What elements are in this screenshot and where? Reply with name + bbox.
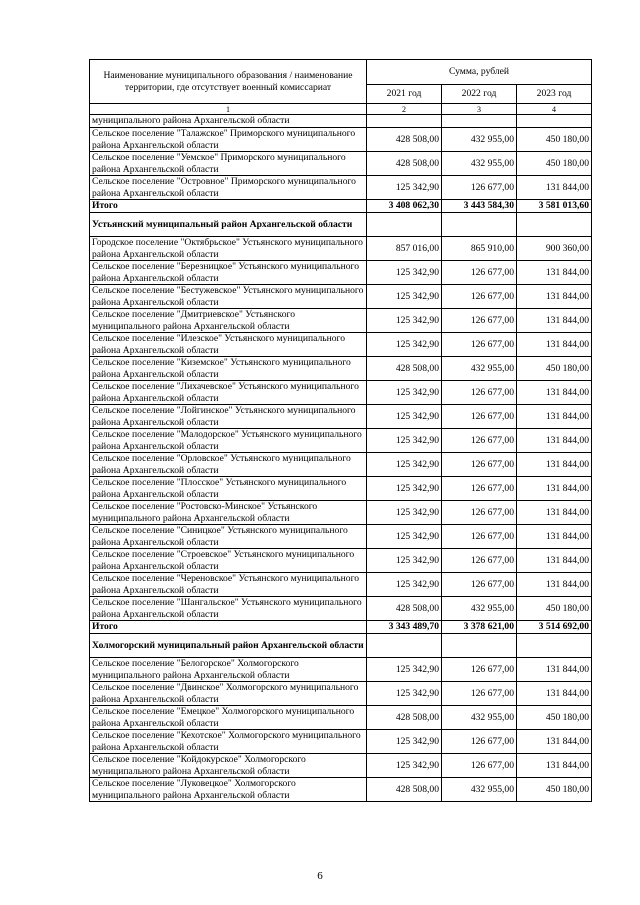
table-body bbox=[90, 115, 592, 802]
name-cell: Итого bbox=[90, 200, 367, 213]
value-2023-cell: 131 844,00 bbox=[517, 682, 592, 706]
name-cell: Сельское поселение "Двинское" Холмогорского муниципального района Архангельской области bbox=[90, 682, 367, 706]
value-2021-cell: 857 016,00 bbox=[367, 237, 442, 261]
value-2022-cell bbox=[442, 213, 517, 237]
table-row bbox=[90, 573, 592, 597]
value-2023-cell: 131 844,00 bbox=[517, 477, 592, 501]
value-2023-cell: 131 844,00 bbox=[517, 501, 592, 525]
table-row bbox=[90, 429, 592, 453]
value-2021-cell: 428 508,00 bbox=[367, 778, 442, 802]
value-2021-cell: 428 508,00 bbox=[367, 357, 442, 381]
value-2022-cell: 126 677,00 bbox=[442, 309, 517, 333]
header-index-2: 2 bbox=[367, 104, 442, 115]
table-row bbox=[90, 754, 592, 778]
value-2023-cell: 131 844,00 bbox=[517, 754, 592, 778]
name-cell: Сельское поселение "Малодорское" Устьянского муниципального района Архангельской области bbox=[90, 429, 367, 453]
table-row bbox=[90, 405, 592, 429]
value-2021-cell: 125 342,90 bbox=[367, 285, 442, 309]
name-cell: Сельское поселение "Кехотское" Холмогорского муниципального района Архангельской области bbox=[90, 730, 367, 754]
name-cell: Сельское поселение "Дмитриевское" Устьянского муниципального района Архангельской области bbox=[90, 309, 367, 333]
value-2022-cell: 3 378 621,00 bbox=[442, 621, 517, 634]
table-row bbox=[90, 778, 592, 802]
value-2023-cell: 3 581 013,60 bbox=[517, 200, 592, 213]
name-cell: Сельское поселение "Орловское" Устьянского муниципального района Архангельской области bbox=[90, 453, 367, 477]
value-2022-cell: 126 677,00 bbox=[442, 682, 517, 706]
name-cell: Итого bbox=[90, 621, 367, 634]
value-2021-cell: 125 342,90 bbox=[367, 261, 442, 285]
value-2022-cell: 432 955,00 bbox=[442, 597, 517, 621]
value-2021-cell: 125 342,90 bbox=[367, 405, 442, 429]
name-cell: Сельское поселение "Бестужевское" Устьянского муниципального района Архангельской области bbox=[90, 285, 367, 309]
value-2021-cell: 125 342,90 bbox=[367, 730, 442, 754]
name-cell: Холмогорский муниципальный район Архангельской области bbox=[90, 634, 367, 658]
page-number: 6 bbox=[317, 870, 323, 882]
value-2022-cell: 126 677,00 bbox=[442, 730, 517, 754]
value-2021-cell: 125 342,90 bbox=[367, 501, 442, 525]
value-2023-cell: 131 844,00 bbox=[517, 573, 592, 597]
value-2022-cell: 126 677,00 bbox=[442, 381, 517, 405]
value-2023-cell bbox=[517, 634, 592, 658]
value-2023-cell: 131 844,00 bbox=[517, 333, 592, 357]
name-cell: Сельское поселение "Киземское" Устьянского муниципального района Архангельской области bbox=[90, 357, 367, 381]
table-row bbox=[90, 176, 592, 200]
table-row bbox=[90, 597, 592, 621]
value-2022-cell: 3 443 584,30 bbox=[442, 200, 517, 213]
header-index-1: 1 bbox=[90, 104, 367, 115]
value-2022-cell bbox=[442, 634, 517, 658]
value-2022-cell: 126 677,00 bbox=[442, 573, 517, 597]
value-2023-cell: 131 844,00 bbox=[517, 381, 592, 405]
name-cell: Сельское поселение "Илезское" Устьянского муниципального района Архангельской области bbox=[90, 333, 367, 357]
value-2022-cell: 126 677,00 bbox=[442, 453, 517, 477]
name-cell: Сельское поселение "Луковецкое" Холмогорского муниципального района Архангельской области bbox=[90, 778, 367, 802]
name-cell: Сельское поселение "Синицкое" Устьянского муниципального района Архангельской области bbox=[90, 525, 367, 549]
value-2023-cell: 3 514 692,00 bbox=[517, 621, 592, 634]
value-2021-cell: 125 342,90 bbox=[367, 477, 442, 501]
table-row bbox=[90, 549, 592, 573]
total-row bbox=[90, 200, 592, 213]
value-2022-cell: 126 677,00 bbox=[442, 429, 517, 453]
table-row bbox=[90, 237, 592, 261]
value-2022-cell: 126 677,00 bbox=[442, 658, 517, 682]
value-2023-cell: 900 360,00 bbox=[517, 237, 592, 261]
value-2021-cell: 428 508,00 bbox=[367, 597, 442, 621]
header-year-2023: 2023 год bbox=[517, 85, 592, 104]
value-2023-cell: 131 844,00 bbox=[517, 285, 592, 309]
table-row bbox=[90, 357, 592, 381]
header-sum-cell: Сумма, рублей bbox=[367, 60, 592, 85]
value-2022-cell: 432 955,00 bbox=[442, 778, 517, 802]
value-2021-cell: 125 342,90 bbox=[367, 309, 442, 333]
value-2023-cell: 131 844,00 bbox=[517, 658, 592, 682]
value-2023-cell: 131 844,00 bbox=[517, 261, 592, 285]
value-2022-cell: 432 955,00 bbox=[442, 706, 517, 730]
value-2022-cell: 126 677,00 bbox=[442, 549, 517, 573]
value-2022-cell: 432 955,00 bbox=[442, 152, 517, 176]
value-2022-cell: 126 677,00 bbox=[442, 333, 517, 357]
total-row bbox=[90, 621, 592, 634]
name-cell: Сельское поселение "Уемское" Приморского муниципального района Архангельской области bbox=[90, 152, 367, 176]
value-2023-cell: 450 180,00 bbox=[517, 152, 592, 176]
table-row bbox=[90, 730, 592, 754]
value-2023-cell: 450 180,00 bbox=[517, 706, 592, 730]
value-2022-cell: 126 677,00 bbox=[442, 477, 517, 501]
header-index-3: 3 bbox=[442, 104, 517, 115]
value-2023-cell: 450 180,00 bbox=[517, 128, 592, 152]
value-2021-cell bbox=[367, 115, 442, 128]
value-2023-cell: 131 844,00 bbox=[517, 730, 592, 754]
value-2021-cell: 125 342,90 bbox=[367, 682, 442, 706]
value-2021-cell: 125 342,90 bbox=[367, 754, 442, 778]
name-cell: Сельское поселение "Череновское" Устьянского муниципального района Архангельской области bbox=[90, 573, 367, 597]
value-2021-cell: 3 408 062,30 bbox=[367, 200, 442, 213]
table-row bbox=[90, 477, 592, 501]
value-2023-cell: 131 844,00 bbox=[517, 405, 592, 429]
table-row bbox=[90, 682, 592, 706]
name-cell: муниципального района Архангельской области bbox=[90, 115, 367, 128]
value-2022-cell: 126 677,00 bbox=[442, 176, 517, 200]
name-cell: Сельское поселение "Лойгинское" Устьянского муниципального района Архангельской области bbox=[90, 405, 367, 429]
allocation-table bbox=[89, 59, 592, 802]
table-row bbox=[90, 453, 592, 477]
table-row bbox=[90, 706, 592, 730]
value-2021-cell: 125 342,90 bbox=[367, 453, 442, 477]
value-2023-cell bbox=[517, 213, 592, 237]
value-2021-cell: 428 508,00 bbox=[367, 128, 442, 152]
value-2022-cell: 432 955,00 bbox=[442, 357, 517, 381]
name-cell: Сельское поселение "Плосское" Устьянского муниципального района Архангельской области bbox=[90, 477, 367, 501]
name-cell: Сельское поселение "Койдокурское" Холмогорского муниципального района Архангельской области bbox=[90, 754, 367, 778]
table-row bbox=[90, 115, 592, 128]
district-row bbox=[90, 634, 592, 658]
value-2021-cell: 125 342,90 bbox=[367, 549, 442, 573]
value-2023-cell bbox=[517, 115, 592, 128]
value-2023-cell: 450 180,00 bbox=[517, 597, 592, 621]
name-cell: Сельское поселение "Белогорское" Холмогорского муниципального района Архангельской области bbox=[90, 658, 367, 682]
table-row bbox=[90, 658, 592, 682]
table-row bbox=[90, 525, 592, 549]
table-row bbox=[90, 309, 592, 333]
value-2022-cell bbox=[442, 115, 517, 128]
value-2023-cell: 131 844,00 bbox=[517, 549, 592, 573]
value-2023-cell: 131 844,00 bbox=[517, 525, 592, 549]
value-2022-cell: 865 910,00 bbox=[442, 237, 517, 261]
value-2022-cell: 126 677,00 bbox=[442, 405, 517, 429]
value-2022-cell: 126 677,00 bbox=[442, 261, 517, 285]
value-2022-cell: 126 677,00 bbox=[442, 285, 517, 309]
value-2023-cell: 450 180,00 bbox=[517, 778, 592, 802]
name-cell: Сельское поселение "Емецкое" Холмогорского муниципального района Архангельской области bbox=[90, 706, 367, 730]
value-2023-cell: 450 180,00 bbox=[517, 357, 592, 381]
table-row bbox=[90, 285, 592, 309]
district-row bbox=[90, 213, 592, 237]
value-2022-cell: 126 677,00 bbox=[442, 501, 517, 525]
name-cell: Городское поселение "Октябрьское" Устьянского муниципального района Архангельской области bbox=[90, 237, 367, 261]
name-cell: Сельское поселение "Островное" Приморского муниципального района Архангельской области bbox=[90, 176, 367, 200]
value-2021-cell bbox=[367, 634, 442, 658]
table-row bbox=[90, 333, 592, 357]
name-cell: Сельское поселение "Лихачевское" Устьянского муниципального района Архангельской области bbox=[90, 381, 367, 405]
table-row bbox=[90, 501, 592, 525]
table-header bbox=[90, 60, 592, 115]
value-2021-cell: 125 342,90 bbox=[367, 658, 442, 682]
value-2022-cell: 126 677,00 bbox=[442, 525, 517, 549]
value-2021-cell: 125 342,90 bbox=[367, 176, 442, 200]
name-cell: Сельское поселение "Ростовско-Минское" Устьянского муниципального района Архангельской области bbox=[90, 501, 367, 525]
name-cell: Сельское поселение "Талажское" Приморского муниципального района Архангельской области bbox=[90, 128, 367, 152]
table-row bbox=[90, 128, 592, 152]
value-2021-cell: 428 508,00 bbox=[367, 152, 442, 176]
header-year-2021: 2021 год bbox=[367, 85, 442, 104]
name-cell: Сельское поселение "Березницкое" Устьянского муниципального района Архангельской области bbox=[90, 261, 367, 285]
table-row bbox=[90, 152, 592, 176]
value-2021-cell bbox=[367, 213, 442, 237]
value-2021-cell: 125 342,90 bbox=[367, 573, 442, 597]
value-2021-cell: 428 508,00 bbox=[367, 706, 442, 730]
value-2023-cell: 131 844,00 bbox=[517, 453, 592, 477]
name-cell: Устьянский муниципальный район Архангельской области bbox=[90, 213, 367, 237]
table-row bbox=[90, 261, 592, 285]
value-2022-cell: 126 677,00 bbox=[442, 754, 517, 778]
value-2021-cell: 125 342,90 bbox=[367, 381, 442, 405]
header-name-cell: Наименование муниципального образования / наименование территории, где отсутствует военный комиссариат bbox=[90, 60, 367, 104]
header-index-4: 4 bbox=[517, 104, 592, 115]
table-row bbox=[90, 381, 592, 405]
value-2022-cell: 432 955,00 bbox=[442, 128, 517, 152]
value-2023-cell: 131 844,00 bbox=[517, 309, 592, 333]
value-2021-cell: 125 342,90 bbox=[367, 429, 442, 453]
value-2021-cell: 125 342,90 bbox=[367, 333, 442, 357]
value-2023-cell: 131 844,00 bbox=[517, 429, 592, 453]
header-year-2022: 2022 год bbox=[442, 85, 517, 104]
name-cell: Сельское поселение "Шангальское" Устьянского муниципального района Архангельской области bbox=[90, 597, 367, 621]
value-2021-cell: 3 343 489,70 bbox=[367, 621, 442, 634]
name-cell: Сельское поселение "Строевское" Устьянского муниципального района Архангельской области bbox=[90, 549, 367, 573]
value-2021-cell: 125 342,90 bbox=[367, 525, 442, 549]
value-2023-cell: 131 844,00 bbox=[517, 176, 592, 200]
